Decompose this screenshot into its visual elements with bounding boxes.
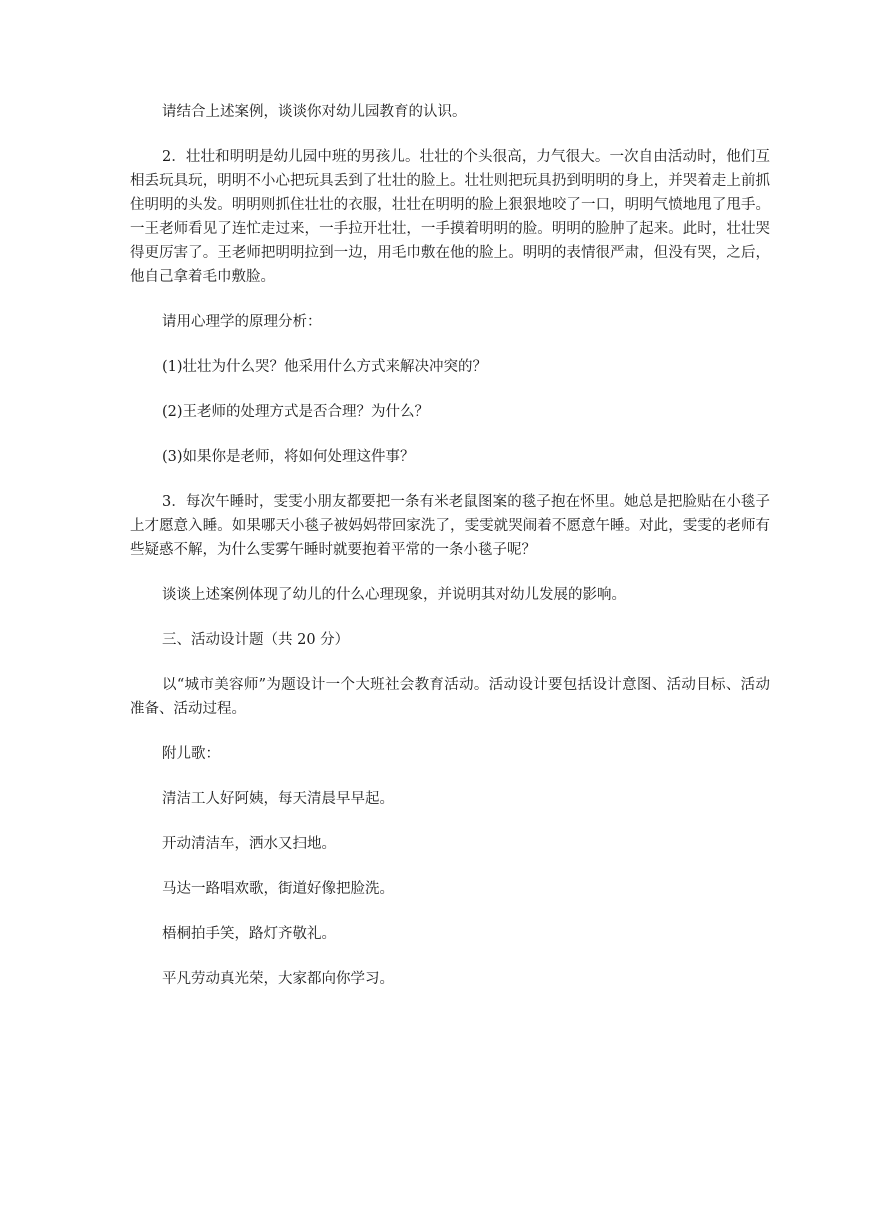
document-body (130, 100, 770, 1012)
paragraph-case-2: 2．壮壮和明明是幼儿园中班的男孩儿。壮壮的个头很高，力气很大。一次自由活动时，他们互相丢玩具玩，明明不小心把玩具丢到了壮壮的脸上。壮壮则把玩具扔到明明的身上，并哭着走上前抓住明明的头发。明明则抓住壮壮的衣服，壮壮在明明的脸上狠狠地咬了一口，明明气愤地甩了甩手。一王老师看见了连忙走过来，一手拉开壮壮，一手摸着明明的脸。明明的脸肿了起来。此时，壮壮哭得更厉害了。王老师把明明拉到一边，用毛巾敷在他的脸上。明明的表情很严肃，但没有哭，之后，他自己拿着毛巾敷脸。 (130, 149, 770, 285)
poem-line-4: 梧桐拍手笑，路灯齐敬礼。 (162, 926, 336, 942)
paragraph-case-3: 3．每次午睡时，雯雯小朋友都要把一条有米老鼠图案的毯子抱在怀里。她总是把脸贴在小毯子上才愿意入睡。如果哪天小毯子被妈妈带回家洗了，雯雯就哭闹着不愿意午睡。对此，雯雯的老师有些疑惑不解，为什么雯雾午睡时就要抱着平常的一条小毯子呢？ (130, 494, 770, 558)
paragraph-case-3-question: 谈谈上述案例体现了幼儿的什么心理现象，并说明其对幼儿发展的影响。 (162, 587, 626, 603)
poem-line-3: 马达一路唱欢歌，街道好像把脸洗。 (162, 881, 394, 897)
poem-line-5: 平凡劳动真光荣，大家都向你学习。 (162, 971, 394, 987)
paragraph-question-2: (2)王老师的处理方式是否合理？为什么？ (162, 404, 430, 420)
paragraph-appendix-label: 附儿歌： (162, 746, 220, 762)
paragraph-question-3: (3)如果你是老师，将如何处理这件事？ (162, 449, 415, 465)
paragraph-activity-task: 以“城市美容师”为题设计一个大班社会教育活动。活动设计要包括设计意图、活动目标、活动准备、活动过程。 (130, 677, 770, 717)
section-heading-activity-design: 三、活动设计题（共 20 分） (162, 632, 350, 648)
poem-line-2: 开动清洁车，洒水又扫地。 (162, 836, 336, 852)
paragraph-question-1: (1)壮壮为什么哭？他采用什么方式来解决冲突的？ (162, 359, 488, 375)
paragraph-instruction-1: 请结合上述案例，谈谈你对幼儿园教育的认识。 (162, 104, 467, 120)
poem-line-1: 清洁工人好阿姨，每天清晨早早起。 (162, 791, 394, 807)
paragraph-analysis-prompt: 请用心理学的原理分析： (162, 314, 322, 330)
